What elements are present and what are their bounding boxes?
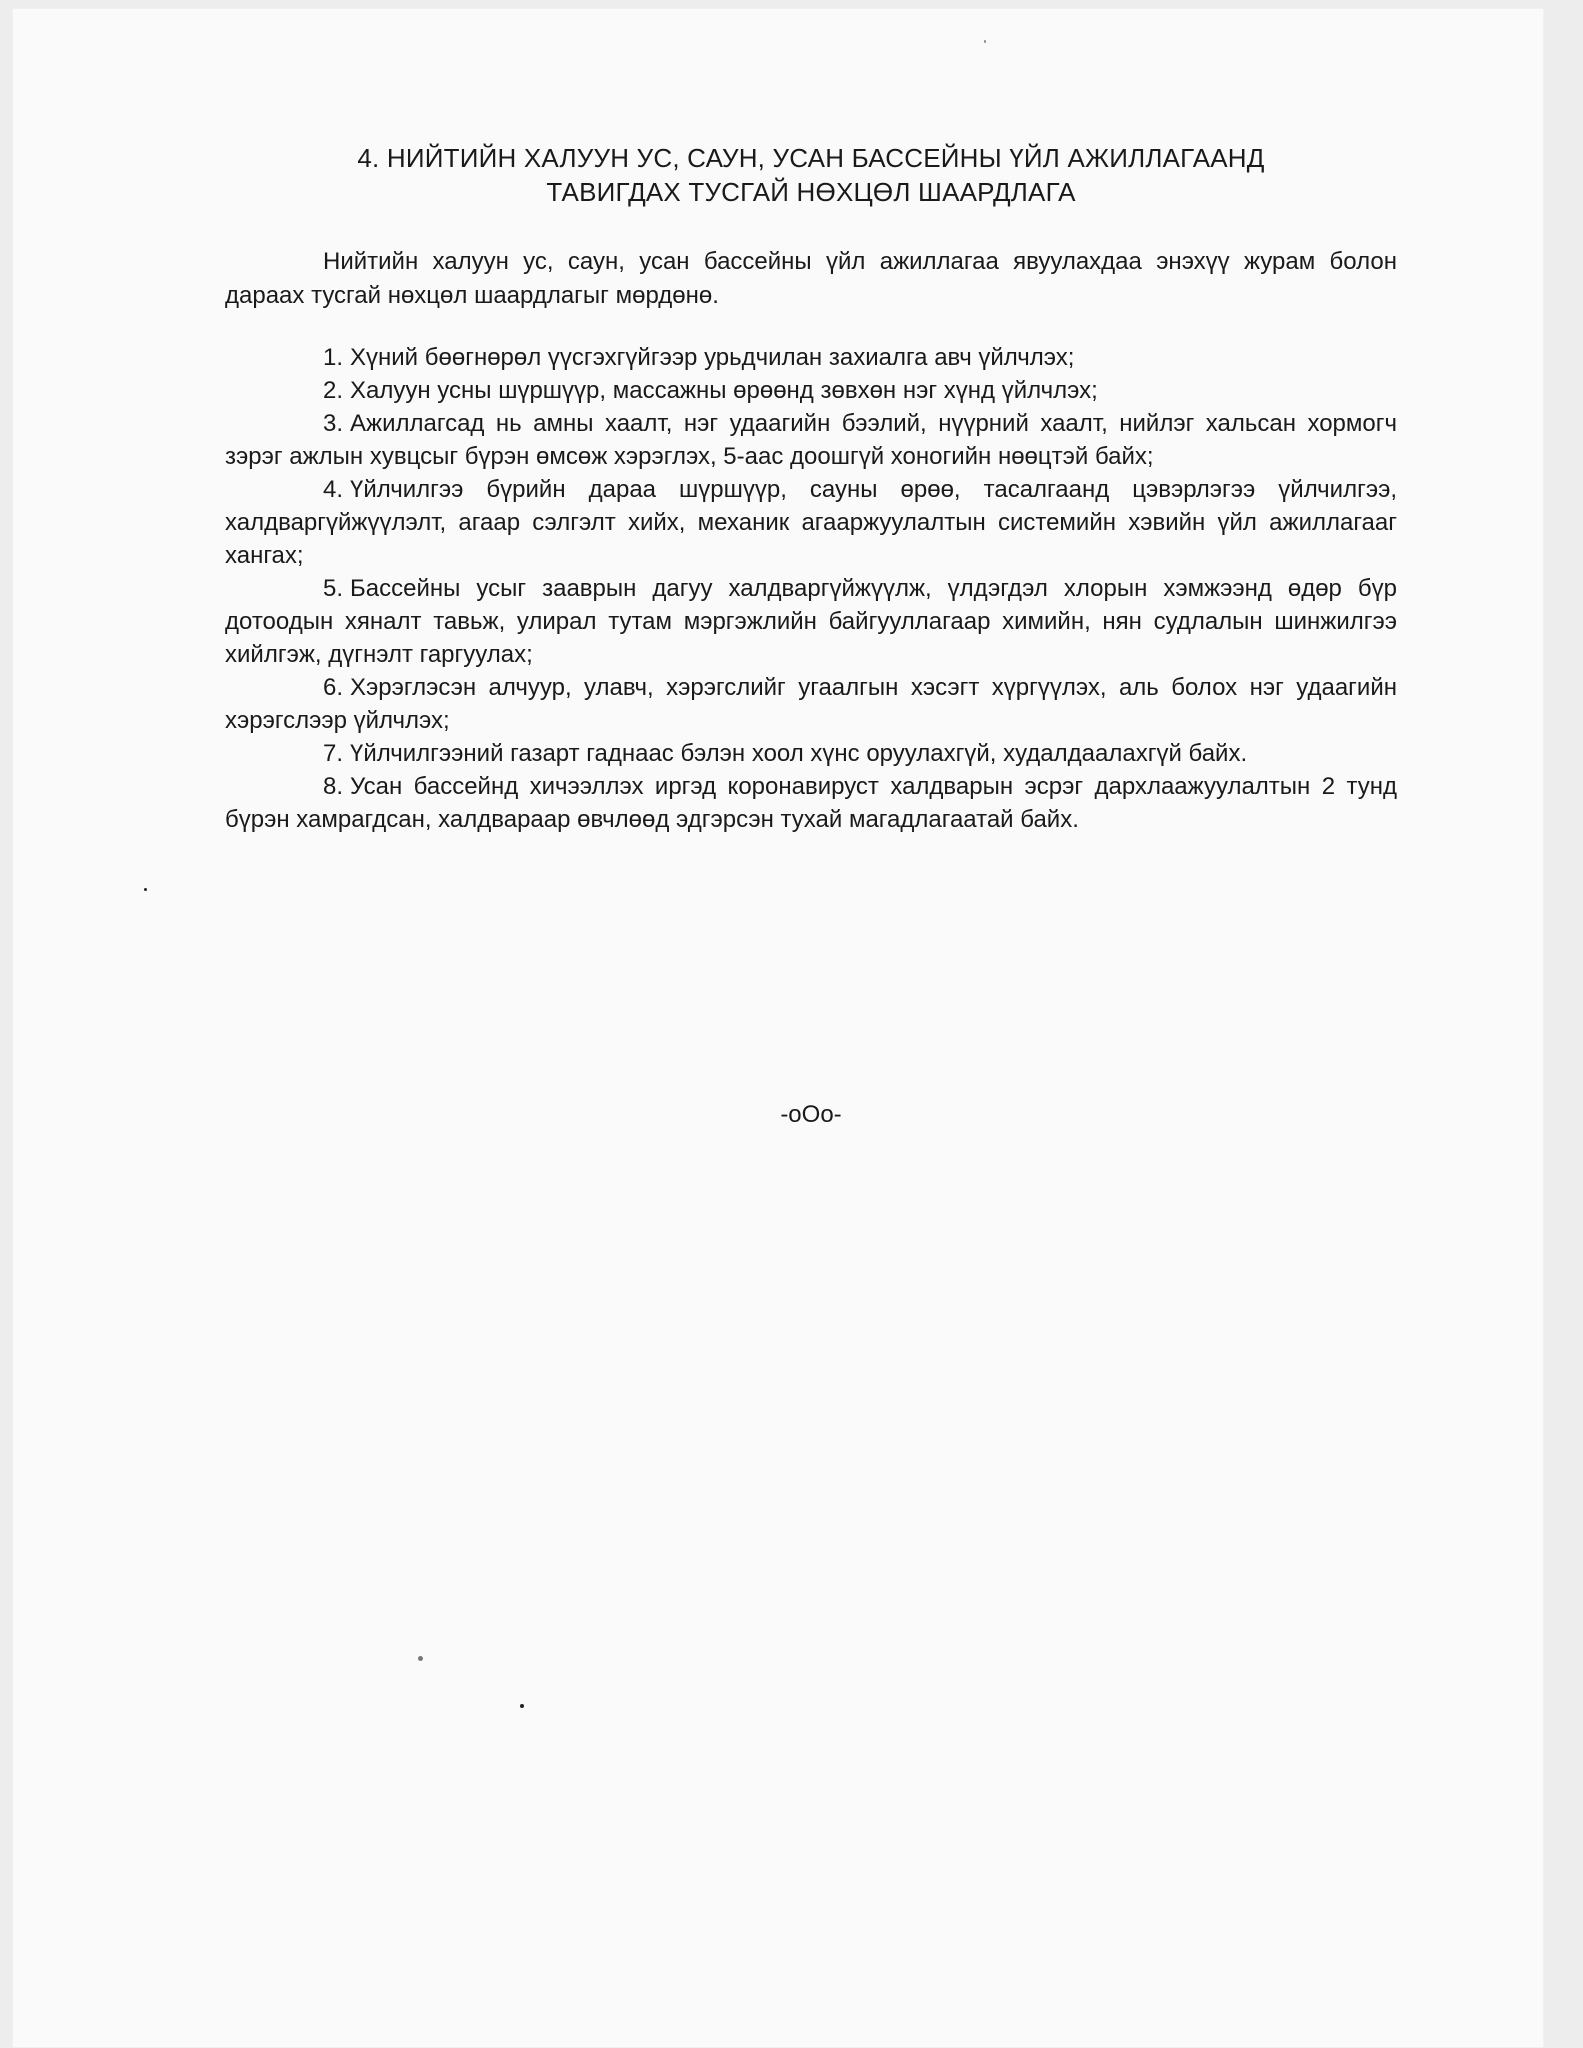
rule-number: 3. (323, 410, 344, 437)
rule-text: Хэрэглэсэн алчуур, улавч, хэрэгслийг угаалгын хэсэгт хүргүүлэх, аль болох нэг удаагийн хэрэгслээр үйлчлэх; (225, 674, 1397, 734)
rule-number: 2. (323, 377, 344, 404)
rule-text: Усан бассейнд хичээллэх иргэд коронавируст халдварын эсрэг дархлаажуулалтын 2 тунд бүрэн хамрагдсан, халдвараар өвчлөөд эдгэрсэн тухай магадлагаатай байх. (225, 773, 1397, 833)
rule-text: Халуун усны шүршүүр, массажны өрөөнд зөвхөн нэг хүнд үйлчлэх; (350, 377, 1098, 404)
scan-speck (144, 888, 147, 891)
rule-text: Хүний бөөгнөрөл үүсгэхгүйгээр урьдчилан захиалга авч үйлчлэх; (350, 344, 1075, 371)
rule-text: Ажиллагсад нь амны хаалт, нэг удаагийн бээлий, нүүрний хаалт, нийлэг хальсан хормогч зэрэг ажлын хувцсыг бүрэн өмсөж хэрэглэх, 5-аас доошгүй хоногийн нөөцтэй байх; (225, 410, 1397, 470)
rule-number: 1. (323, 344, 344, 371)
rule-item-5 (225, 572, 1397, 671)
section-title-line-2: ТАВИГДАХ ТУСГАЙ НӨХЦӨЛ ШААРДЛАГА (546, 177, 1076, 207)
document-page (12, 8, 1544, 2048)
intro-paragraph: Нийтийн халуун ус, саун, усан бассейны үйл ажиллагаа явуулахдаа энэхүү журам болон дараах тусгай нөхцөл шаардлагыг мөрдөнө. (225, 248, 1397, 309)
rules-list (225, 341, 1397, 836)
section-title (225, 141, 1397, 209)
rule-item-2 (225, 374, 1397, 407)
rule-item-4 (225, 473, 1397, 572)
rule-text: Үйлчилгээ бүрийн дараа шүршүүр, сауны өрөө, тасалгаанд цэвэрлэгээ үйлчилгээ, халдваргүйжүүлэлт, агаар сэлгэлт хийх, механик агааржуулалтын системийн хэвийн үйл ажиллагааг хангах; (225, 476, 1397, 569)
rule-number: 5. (323, 575, 344, 602)
rule-number: 7. (323, 740, 344, 767)
scan-speck (418, 1656, 423, 1661)
rule-number: 4. (323, 476, 344, 503)
rule-item-7 (225, 737, 1397, 770)
section-title-line-1: 4. НИЙТИЙН ХАЛУУН УС, САУН, УСАН БАССЕЙНЫ ҮЙЛ АЖИЛЛАГААНД (357, 143, 1265, 173)
rule-number: 6. (323, 674, 344, 701)
rule-item-1 (225, 341, 1397, 374)
rule-item-6 (225, 671, 1397, 737)
scan-speck (984, 40, 986, 43)
document-ending-mark: -оОо- (780, 1101, 842, 1128)
document-content (225, 141, 1397, 1128)
scan-speck (520, 1704, 524, 1708)
rule-text: Үйлчилгээний газарт гаднаас бэлэн хоол хүнс оруулахгүй, худалдаалахгүй байх. (350, 740, 1248, 767)
rule-number: 8. (323, 773, 344, 800)
rule-item-8 (225, 770, 1397, 836)
rule-item-3 (225, 407, 1397, 473)
rule-text: Бассейны усыг зааврын дагуу халдваргүйжүүлж, үлдэгдэл хлорын хэмжээнд өдөр бүр дотоодын хяналт тавьж, улирал тутам мэргэжлийн байгууллагаар химийн, нян судлалын шинжилгээ хийлгэж, дүгнэлт гаргуулах; (225, 575, 1397, 668)
